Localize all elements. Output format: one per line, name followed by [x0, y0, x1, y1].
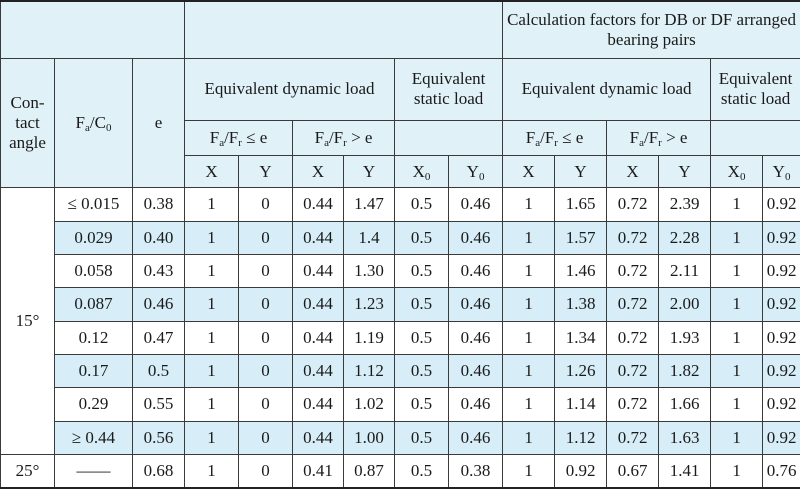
table-cell: 0.46 — [133, 288, 185, 321]
table-cell: 1.82 — [659, 355, 711, 388]
col-x0-pair: $X_0$ — [711, 156, 763, 188]
table-row — [1, 321, 800, 354]
table-cell: —— — [55, 455, 133, 488]
table-body — [1, 188, 800, 488]
table-cell: 0.5 — [133, 355, 185, 388]
table-cell: 1.23 — [344, 288, 395, 321]
table-cell: 0.43 — [133, 255, 185, 288]
table-cell: 1 — [503, 255, 555, 288]
contact-angle-cell: 25° — [1, 455, 55, 488]
table-cell: 0.92 — [763, 388, 800, 421]
table-cell: 0 — [239, 188, 293, 221]
static-blank-single — [395, 120, 503, 155]
table-row — [1, 188, 800, 221]
table-cell: ≥ 0.44 — [55, 421, 133, 454]
table-row — [1, 255, 800, 288]
table-cell: 0.76 — [763, 455, 800, 488]
e-header: e — [133, 59, 185, 188]
table-cell: 0.47 — [133, 321, 185, 354]
table-cell: 1.19 — [344, 321, 395, 354]
table-cell: 0 — [239, 355, 293, 388]
table-cell: 1 — [711, 455, 763, 488]
table-cell: 0.72 — [607, 321, 659, 354]
table-cell: 0.56 — [133, 421, 185, 454]
table-cell: 0.5 — [395, 355, 449, 388]
col-x-pair-gt: X — [607, 156, 659, 188]
cond-gt-single: $F_a/F_r > e$ — [293, 120, 395, 155]
table-cell: 2.00 — [659, 288, 711, 321]
col-y-pair: Y — [555, 156, 607, 188]
table-cell: 1.41 — [659, 455, 711, 488]
table-cell: 0.67 — [607, 455, 659, 488]
col-y0-pair: $Y_0$ — [763, 156, 800, 188]
table-cell: 0.5 — [395, 388, 449, 421]
table-cell: 0.44 — [293, 355, 344, 388]
table-cell: 0.29 — [55, 388, 133, 421]
table-cell: 0.5 — [395, 221, 449, 254]
table-cell: 0.5 — [395, 288, 449, 321]
table-cell: 0.46 — [449, 421, 503, 454]
table-cell: 0.46 — [449, 288, 503, 321]
table-cell: 0.92 — [555, 455, 607, 488]
table-cell: 0.44 — [293, 421, 344, 454]
table-cell: 2.28 — [659, 221, 711, 254]
db-df-title: Calculation factors for DB or DF arranged bearing pairs — [503, 1, 800, 59]
static-load-header-single: Equivalent static load — [395, 59, 503, 121]
dyn-load-header-pair: Equivalent dynamic load — [503, 59, 711, 121]
cond-gt-pair: $F_a/F_r > e$ — [607, 120, 711, 155]
table-cell: 0.058 — [55, 255, 133, 288]
table-cell: 0.46 — [449, 321, 503, 354]
table-row — [1, 455, 800, 488]
table-cell: 1 — [185, 355, 239, 388]
table-cell: 1.14 — [555, 388, 607, 421]
table-cell: 1.38 — [555, 288, 607, 321]
table-row — [1, 221, 800, 254]
table-cell: 1 — [503, 221, 555, 254]
table-cell: 0 — [239, 255, 293, 288]
table-cell: 0.72 — [607, 421, 659, 454]
table-cell: 0.72 — [607, 355, 659, 388]
table-cell: 0.92 — [763, 288, 800, 321]
table-cell: 1.26 — [555, 355, 607, 388]
table-cell: 2.39 — [659, 188, 711, 221]
cond-le-single: $F_a/F_r \le e$ — [185, 120, 293, 155]
table-cell: 0.029 — [55, 221, 133, 254]
col-x-pair: X — [503, 156, 555, 188]
table-cell: 0.68 — [133, 455, 185, 488]
table-cell: 0 — [239, 221, 293, 254]
table-cell: 0.92 — [763, 221, 800, 254]
table-cell: 0.72 — [607, 388, 659, 421]
table-cell: 0 — [239, 421, 293, 454]
contact-angle-cell: 15° — [1, 188, 55, 455]
table-cell: 1.00 — [344, 421, 395, 454]
table-cell: 1 — [503, 455, 555, 488]
fa-c0-header: $F_a/C_0$ — [55, 59, 133, 188]
table-cell: 1 — [503, 188, 555, 221]
table-cell: 0 — [239, 321, 293, 354]
table-cell: 0.5 — [395, 255, 449, 288]
table-cell: 0.41 — [293, 455, 344, 488]
table-cell: 0.44 — [293, 188, 344, 221]
table-cell: 0.72 — [607, 188, 659, 221]
header-blank-left — [1, 1, 185, 59]
table-cell: 0.87 — [344, 455, 395, 488]
table-cell: 1 — [185, 221, 239, 254]
table-cell: 0.38 — [133, 188, 185, 221]
table-cell: 0.087 — [55, 288, 133, 321]
table-cell: 0.44 — [293, 388, 344, 421]
table-cell: 0.72 — [607, 221, 659, 254]
table-cell: 0.38 — [449, 455, 503, 488]
table-cell: 1 — [503, 388, 555, 421]
table-cell: 1 — [503, 321, 555, 354]
table-cell: 1 — [185, 321, 239, 354]
table-cell: 0.12 — [55, 321, 133, 354]
table-cell: 0.92 — [763, 321, 800, 354]
table-cell: 1.66 — [659, 388, 711, 421]
table-cell: 1.57 — [555, 221, 607, 254]
table-row — [1, 421, 800, 454]
table-cell: 1 — [185, 455, 239, 488]
table-cell: 1.02 — [344, 388, 395, 421]
table-cell: 0.5 — [395, 421, 449, 454]
table-cell: 2.11 — [659, 255, 711, 288]
table-row — [1, 288, 800, 321]
table-cell: 1.47 — [344, 188, 395, 221]
table-cell: 1 — [711, 355, 763, 388]
table-cell: 0.44 — [293, 221, 344, 254]
table-cell: 1.12 — [555, 421, 607, 454]
table-cell: 0.92 — [763, 255, 800, 288]
col-y-pair-gt: Y — [659, 156, 711, 188]
table-cell: 0.55 — [133, 388, 185, 421]
table-cell: 1 — [711, 255, 763, 288]
table-cell: 0.44 — [293, 321, 344, 354]
table-cell: 1 — [185, 255, 239, 288]
table-cell: 1 — [711, 288, 763, 321]
table-cell: 1.34 — [555, 321, 607, 354]
header-blank-single — [185, 1, 503, 59]
table-cell: 1 — [711, 321, 763, 354]
table-cell: 1 — [711, 188, 763, 221]
table-row — [1, 355, 800, 388]
table-cell: 0.46 — [449, 188, 503, 221]
cond-le-pair: $F_a/F_r \le e$ — [503, 120, 607, 155]
static-load-header-pair: Equivalent static load — [711, 59, 800, 121]
table-cell: 0.46 — [449, 255, 503, 288]
table-cell: 0.44 — [293, 255, 344, 288]
table-cell: 1.65 — [555, 188, 607, 221]
table-cell: 0.40 — [133, 221, 185, 254]
table-cell: 1 — [185, 421, 239, 454]
table-cell: 0 — [239, 455, 293, 488]
col-x0-single: $X_0$ — [395, 156, 449, 188]
table-cell: 0.5 — [395, 455, 449, 488]
table-cell: ≤ 0.015 — [55, 188, 133, 221]
table-cell: 1.4 — [344, 221, 395, 254]
table-cell: 1 — [503, 421, 555, 454]
table-cell: 1.93 — [659, 321, 711, 354]
table-cell: 1 — [711, 421, 763, 454]
table-cell: 1 — [711, 388, 763, 421]
table-cell: 0.44 — [293, 288, 344, 321]
table-cell: 0.46 — [449, 388, 503, 421]
table-cell: 0.5 — [395, 188, 449, 221]
table-cell: 0.92 — [763, 421, 800, 454]
table-cell: 1.63 — [659, 421, 711, 454]
dyn-load-header-single: Equivalent dynamic load — [185, 59, 395, 121]
table-cell: 0 — [239, 288, 293, 321]
table-row — [1, 388, 800, 421]
table-cell: 0 — [239, 388, 293, 421]
table-cell: 1 — [711, 221, 763, 254]
table-cell: 0.46 — [449, 355, 503, 388]
table-cell: 1 — [185, 388, 239, 421]
table-cell: 1 — [503, 288, 555, 321]
col-y-single-gt: Y — [344, 156, 395, 188]
col-x-single-gt: X — [293, 156, 344, 188]
table-cell: 0.46 — [449, 221, 503, 254]
table-cell: 0.92 — [763, 188, 800, 221]
col-x-single: X — [185, 156, 239, 188]
table-cell: 1.46 — [555, 255, 607, 288]
table-cell: 0.17 — [55, 355, 133, 388]
table-cell: 0.92 — [763, 355, 800, 388]
table-cell: 1.30 — [344, 255, 395, 288]
contact-angle-header: Con-tact angle — [1, 59, 55, 188]
table-cell: 1 — [503, 355, 555, 388]
col-y-single: Y — [239, 156, 293, 188]
table-cell: 0.72 — [607, 288, 659, 321]
table-cell: 0.72 — [607, 255, 659, 288]
table-cell: 0.5 — [395, 321, 449, 354]
static-blank-pair — [711, 120, 800, 155]
table-cell: 1 — [185, 288, 239, 321]
col-y0-single: $Y_0$ — [449, 156, 503, 188]
table-cell: 1.12 — [344, 355, 395, 388]
table-cell: 1 — [185, 188, 239, 221]
